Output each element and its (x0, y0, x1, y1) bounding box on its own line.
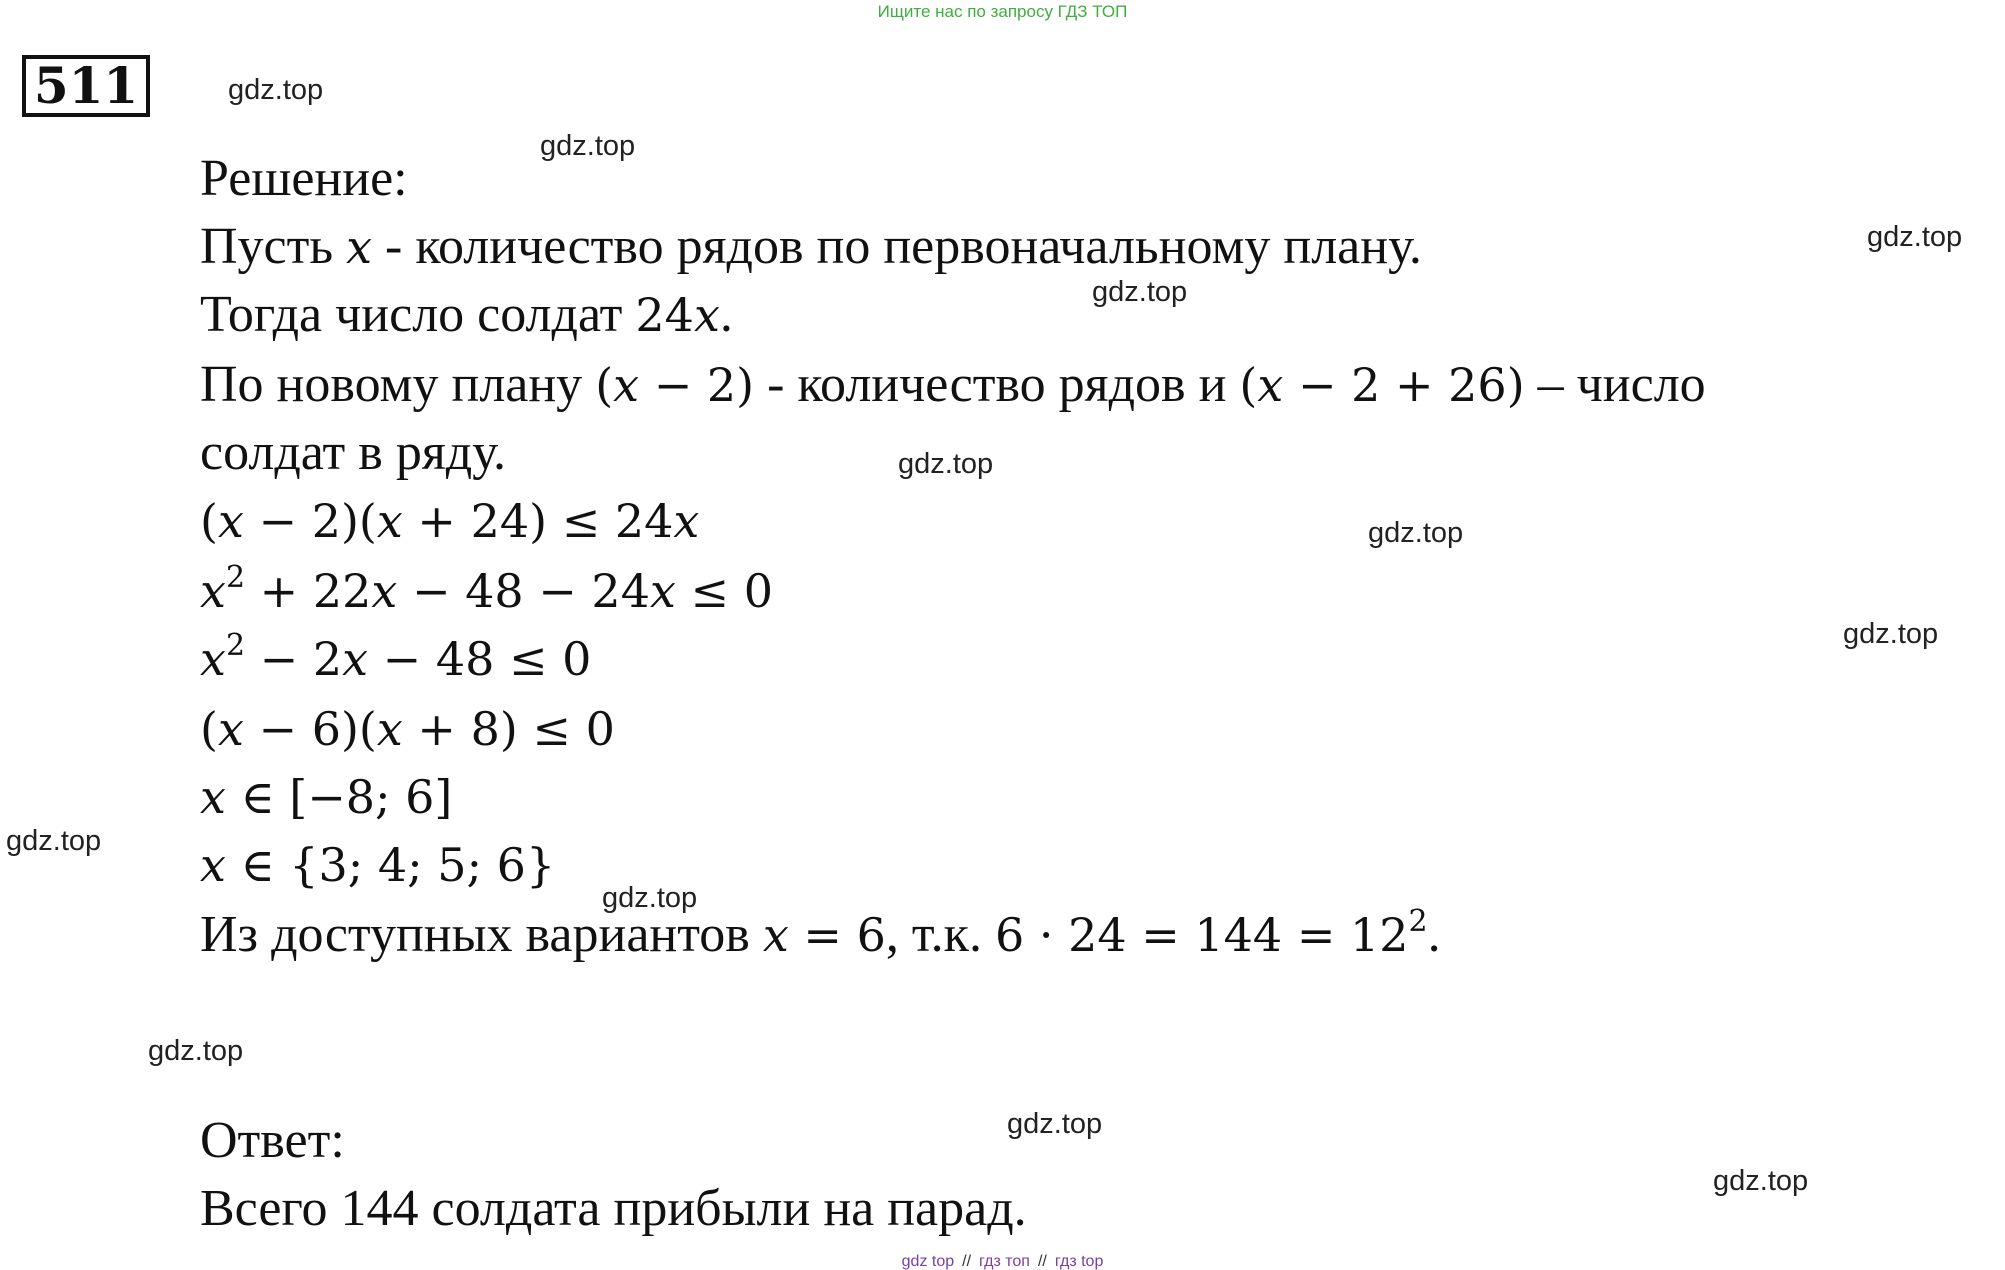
watermark: gdz.top (1007, 1108, 1103, 1140)
inequality-step-3: $x^2 - 2x - 48 \le 0$ (200, 628, 592, 686)
math-expression: (x − 2 + 26) (1239, 358, 1525, 412)
watermark: gdz.top (228, 74, 324, 106)
solution-line-let-x (200, 214, 1422, 280)
footer-separator: // (1037, 1253, 1047, 1270)
line-text: - количество рядов и (754, 356, 1240, 413)
line-text: , т.к. (885, 906, 995, 963)
footer-link[interactable]: гдз top (1054, 1253, 1104, 1270)
watermark: gdz.top (1867, 221, 1963, 253)
watermark: gdz.top (148, 1035, 244, 1067)
watermark: gdz.top (6, 825, 102, 857)
line-text: - количество рядов по первоначальному плану. (372, 218, 1422, 275)
solution-line-soldiers: Тогда число солдат 24x. (200, 286, 733, 343)
inequality-step-2: $x^2 + 22x - 48 - 24x \le 0$ (200, 560, 773, 618)
watermark: gdz.top (1713, 1165, 1809, 1197)
math-expression: x = 6 (762, 908, 886, 962)
solution-conclusion (200, 902, 1441, 968)
answer-heading: Ответ: (200, 1112, 345, 1169)
footer-link[interactable]: gdz top (901, 1253, 955, 1270)
math-expression: 24x (635, 288, 720, 342)
problem-number-box: 511 (22, 55, 150, 117)
solution-line-new-plan (200, 352, 1706, 418)
line-text: Пусть (200, 218, 347, 275)
math-expression: (x − 2) (595, 358, 755, 412)
watermark: gdz.top (1843, 618, 1939, 650)
interval-solution: x ∈ [−8; 6] (200, 770, 453, 824)
answer-text: Всего 144 солдата прибыли на парад. (200, 1180, 1027, 1237)
watermark: gdz.top (1092, 276, 1188, 308)
integer-solutions: x ∈ {3; 4; 5; 6} (200, 838, 556, 892)
watermark: gdz.top (540, 130, 636, 162)
line-text: Из доступных вариантов (200, 906, 763, 963)
solution-line-in-row: солдат в ряду. (200, 424, 506, 481)
line-text: По новому плану (200, 356, 596, 413)
footer-links (0, 1254, 2005, 1270)
watermark: gdz.top (1368, 517, 1464, 549)
footer-link[interactable]: гдз топ (979, 1253, 1030, 1270)
line-text: Тогда число солдат (200, 286, 636, 343)
line-text: . (1427, 906, 1441, 963)
math-expression: $6 \cdot 24 = 144 = 12^2$ (994, 904, 1428, 962)
solution-heading: Решение: (200, 150, 408, 207)
line-text: – число (1524, 356, 1706, 413)
math-variable: x (346, 220, 373, 274)
watermark: gdz.top (898, 448, 994, 480)
footer-separator: // (962, 1253, 972, 1270)
inequality-step-4: (x − 6)(x + 8) ≤ 0 (200, 702, 615, 756)
watermark: gdz.top (602, 882, 698, 914)
inequality-step-1: (x − 2)(x + 24) ≤ 24x (200, 494, 700, 548)
header-search-note: Ищите нас по запросу ГДЗ ТОП (877, 2, 1128, 21)
